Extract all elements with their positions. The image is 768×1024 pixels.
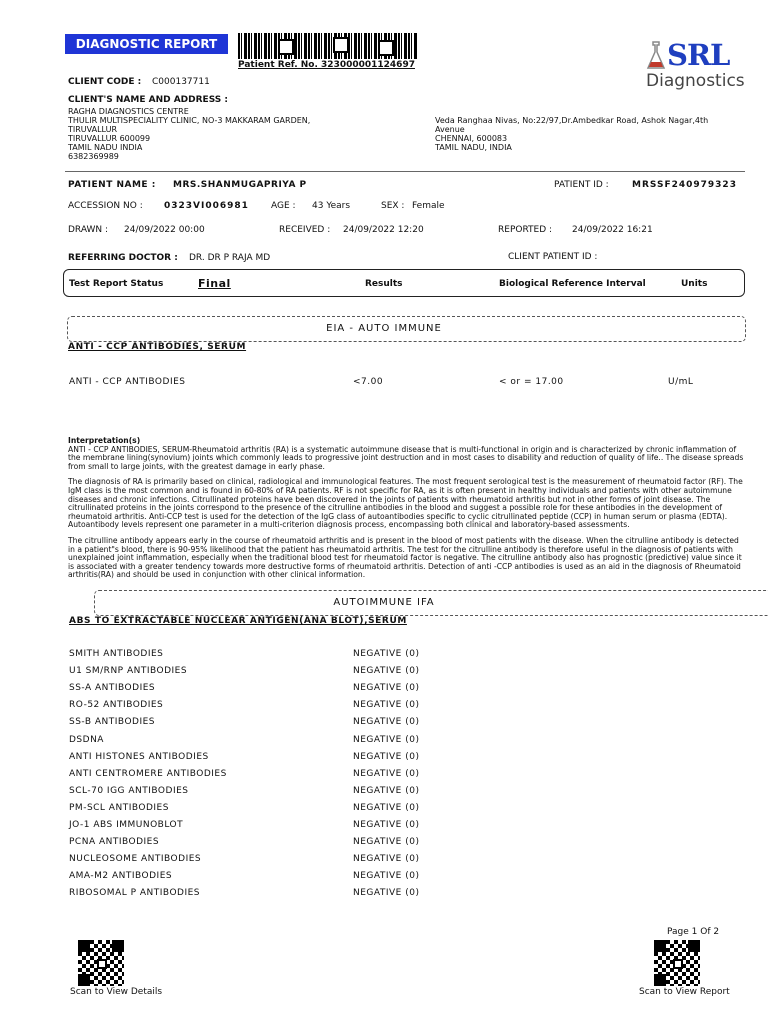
ena-test-name: DSDNA [69, 735, 104, 745]
client-name-label: CLIENT'S NAME AND ADDRESS : [68, 95, 228, 105]
doctor-label: REFERRING DOCTOR : [68, 253, 178, 263]
lab-address [435, 116, 708, 152]
lab-address-line: TAMIL NADU, INDIA [435, 143, 512, 152]
ena-test-name: U1 SM/RNP ANTIBODIES [69, 666, 188, 676]
scan-details-label: Scan to View Details [70, 987, 163, 997]
ena-test-name: SS-A ANTIBODIES [69, 683, 156, 693]
reported-value: 24/09/2022 16:21 [572, 225, 653, 235]
ena-test-result: NEGATIVE (0) [353, 803, 420, 813]
address-line: TIRUVALLUR 600099 [68, 134, 151, 143]
sex-value: Female [412, 201, 445, 211]
patient-ref-number: Patient Ref. No. 323000001124697 [238, 60, 415, 70]
ena-test-result: NEGATIVE (0) [353, 752, 420, 762]
ena-test-result: NEGATIVE (0) [353, 769, 420, 779]
sex-label: SEX : [381, 201, 405, 211]
qr-code-report [654, 940, 700, 986]
section-title-ifa: AUTOIMMUNE IFA [333, 597, 435, 608]
ena-test-name: JO-1 ABS IMMUNOBLOT [69, 820, 184, 830]
section-title-eia: EIA - AUTO IMMUNE [326, 323, 442, 334]
test-name: ANTI - CCP ANTIBODIES [69, 377, 186, 387]
ena-test-name: SCL-70 IGG ANTIBODIES [69, 786, 189, 796]
address-line: THULIR MULTISPECIALITY CLINIC, NO-3 MAKKARAM GARDEN, [68, 116, 311, 125]
doctor-value: DR. DR P RAJA MD [189, 253, 271, 263]
ena-test-name: NUCLEOSOME ANTIBODIES [69, 854, 202, 864]
ena-test-result: NEGATIVE (0) [353, 700, 420, 710]
ena-test-name: ANTI HISTONES ANTIBODIES [69, 752, 209, 762]
ena-test-result: NEGATIVE (0) [353, 820, 420, 830]
logo-subtitle: Diagnostics [646, 71, 745, 91]
interval-header: Biological Reference Interval [499, 279, 646, 289]
lab-address-line: Veda Ranghaa Nivas, No:22/97,Dr.Ambedkar Road, Ashok Nagar,4th [435, 116, 709, 125]
ena-test-name: RO-52 ANTIBODIES [69, 700, 164, 710]
received-value: 24/09/2022 12:20 [343, 225, 424, 235]
divider [65, 171, 745, 172]
page-number: Page 1 Of 2 [667, 927, 720, 937]
ena-test-name: RIBOSOMAL P ANTIBODIES [69, 888, 201, 898]
client-patient-id-label: CLIENT PATIENT ID : [508, 252, 598, 262]
test-result: <7.00 [353, 377, 384, 387]
ena-test-result: NEGATIVE (0) [353, 666, 420, 676]
ena-test-result: NEGATIVE (0) [353, 854, 420, 864]
section-subtitle-ccp: ANTI - CCP ANTIBODIES, SERUM [68, 342, 247, 352]
section-subtitle-ena: ABS TO EXTRACTABLE NUCLEAR ANTIGEN(ANA BLOT),SERUM [69, 616, 407, 626]
accession-label: ACCESSION NO : [68, 201, 143, 211]
accession-no: 0323VI006981 [164, 201, 249, 211]
results-header: Results [365, 279, 403, 289]
drawn-label: DRAWN : [68, 225, 109, 235]
ena-test-name: ANTI CENTROMERE ANTIBODIES [69, 769, 227, 779]
drawn-value: 24/09/2022 00:00 [124, 225, 205, 235]
barcode-image [238, 33, 418, 59]
test-range: < or = 17.00 [499, 377, 564, 387]
client-code: C000137711 [152, 77, 210, 87]
client-address [68, 107, 310, 161]
address-line: RAGHA DIAGNOSTICS CENTRE [68, 107, 189, 116]
patient-id: MRSSF240979323 [632, 180, 737, 190]
ena-test-result: NEGATIVE (0) [353, 888, 420, 898]
flask-icon [646, 40, 666, 72]
interpretation-paragraph: The citrulline antibody appears early in the course of rheumatoid arthritis and is present in the blood of most patients with the disease. When the citrulline antibody is detected in a patient"s blood, there is 90-95% likelihood that the patient has rheumatoid arthritis. The test for the citrulline antibody is therefore useful in the diagnosis of patients with unexplained joint inflammation, especially when the traditional blood test for rheumatoid factor is negative. The citrulline antibody also has prognostic (predictive) value since it is associated with a greater tendency towards more destructive forms of rheumatoid arthritis. Detection of anti -CCP antibodies is used as an aid in the diagnosis of Rheumatoid arthritis(RA) and should be used in conjunction with other clinical information. [68, 535, 742, 580]
patient-name: MRS.SHANMUGAPRIYA P [173, 180, 307, 190]
ena-test-name: PM-SCL ANTIBODIES [69, 803, 169, 813]
ena-test-result: NEGATIVE (0) [353, 786, 420, 796]
patient-name-label: PATIENT NAME : [68, 180, 156, 190]
logo-brand: SRL [667, 38, 730, 72]
ena-test-name: AMA-M2 ANTIBODIES [69, 871, 173, 881]
ena-test-name: SMITH ANTIBODIES [69, 649, 164, 659]
test-unit: U/mL [668, 377, 694, 387]
ena-test-name: PCNA ANTIBODIES [69, 837, 160, 847]
patient-id-label: PATIENT ID : [554, 180, 609, 190]
age-label: AGE : [271, 201, 296, 211]
address-line: TIRUVALLUR [68, 125, 118, 134]
qr-code-details [78, 940, 124, 986]
interpretation [68, 437, 748, 587]
interpretation-paragraph: The diagnosis of RA is primarily based on clinical, radiological and immunological features. The most frequent serological test is the measurement of rheumatoid factor (RF). The IgM class is the most common and is found in 60-80% of RA patients. RF is not specific for RA, as it is often present in healthy individuals and patients with other autoimmune diseases and chronic infections. Citrullinated proteins have been discovered in the joints of patients with rheumatoid arthritis but not in other forms of joint disease. The citrullinated proteins in the joints correspond to the presence of the citrulline antibodies in the blood and suggest a possible role for these antibodies in the development of rheumatoid arthritis. Anti-CCP test is used for the detection of the IgG class of autoantibodies specific to cyclic citrullinated peptide (CCP) in human serum or plasma (EDTA). Autoantibody levels represent one parameter in a multi-criterion diagnosis process, encompassing both clinical and laboratory-based assessments. [68, 477, 743, 530]
status-value: Final [198, 277, 231, 290]
ena-test-name: SS-B ANTIBODIES [69, 717, 156, 727]
ena-test-result: NEGATIVE (0) [353, 837, 420, 847]
status-label: Test Report Status [69, 279, 164, 289]
report-title: DIAGNOSTIC REPORT [65, 34, 228, 54]
ena-test-result: NEGATIVE (0) [353, 871, 420, 881]
interpretation-paragraph: ANTI - CCP ANTIBODIES, SERUM-Rheumatoid arthritis (RA) is a systematic autoimmune disease that is multi-functional in origin and is characterized by chronic inflammation of the membrane lining(synovium) joints which commonly leads to progressive joint destruction and in most cases to disability and reduction of quality of life.. The disease spreads from small to large joints, with the greatest damage in early phase. [68, 444, 744, 471]
received-label: RECEIVED : [279, 225, 331, 235]
ena-test-result: NEGATIVE (0) [353, 683, 420, 693]
interpretation-heading: Interpretation(s) [68, 436, 141, 445]
scan-report-label: Scan to View Report [639, 987, 730, 997]
lab-address-line: CHENNAI, 600083 [435, 134, 508, 143]
ena-test-result: NEGATIVE (0) [353, 649, 420, 659]
address-line: TAMIL NADU INDIA [68, 143, 143, 152]
ena-test-result: NEGATIVE (0) [353, 717, 420, 727]
units-header: Units [681, 279, 708, 289]
client-code-label: CLIENT CODE : [68, 77, 142, 87]
lab-address-line: Avenue [435, 125, 465, 134]
ena-test-result: NEGATIVE (0) [353, 735, 420, 745]
reported-label: REPORTED : [498, 225, 553, 235]
age-value: 43 Years [312, 201, 351, 211]
address-line: 6382369989 [68, 152, 119, 161]
